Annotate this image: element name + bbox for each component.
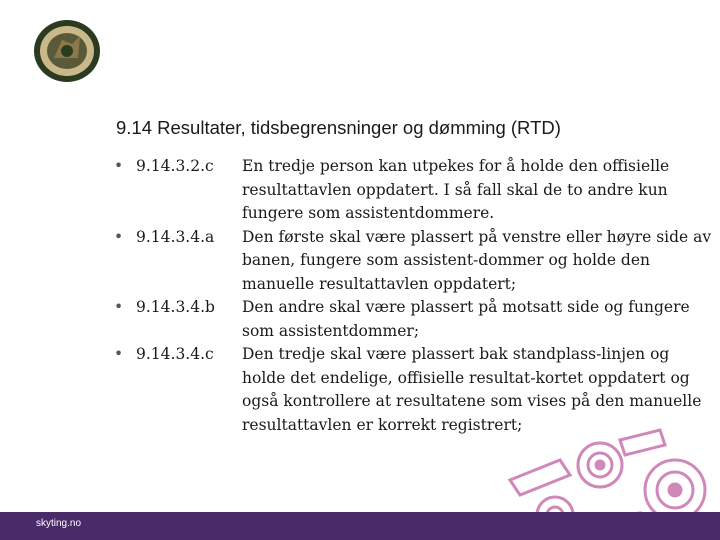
rule-text: Den første skal være plassert på venstre eller høyre side av banen, fungere som assistent-dommer og holde den manuelle resultattavlen oppdatert; [242,227,712,293]
list-item [114,155,714,226]
list-item [114,296,714,343]
rule-text: Den andre skal være plassert på motsatt side og fungere som assistentdommer; [242,298,690,340]
rule-list [114,155,714,437]
bullet-marker: • [114,227,124,246]
bullet-marker: • [114,298,124,316]
list-item [114,226,714,297]
bullet-marker: • [114,345,124,363]
slide-title: 9.14 Resultater, tidsbegrensninger og dømming (RTD) [116,117,561,138]
rule-code: 9.14.3.2.c [136,157,214,175]
rule-code: 9.14.3.4.c [136,345,214,363]
footer-site: skyting.no [36,518,82,529]
rule-text: En tredje person kan utpekes for å holde den offisielle resultattavlen oppdatert. I så fall skal de to andre kun fungere som assistentdommere. [242,157,670,222]
club-emblem-icon [32,18,102,84]
rule-code: 9.14.3.4.a [136,227,215,246]
rule-code: 9.14.3.4.b [136,298,215,316]
footer-bar [0,512,720,540]
bullet-marker: • [114,157,124,175]
rule-text: Den tredje skal være plassert bak standplass-linjen og holde det endelige, offisielle resultat-kortet oppdatert og også kontrollere at resultatene som vises på den manuelle resultattavlen er korrekt registrert; [242,345,702,434]
